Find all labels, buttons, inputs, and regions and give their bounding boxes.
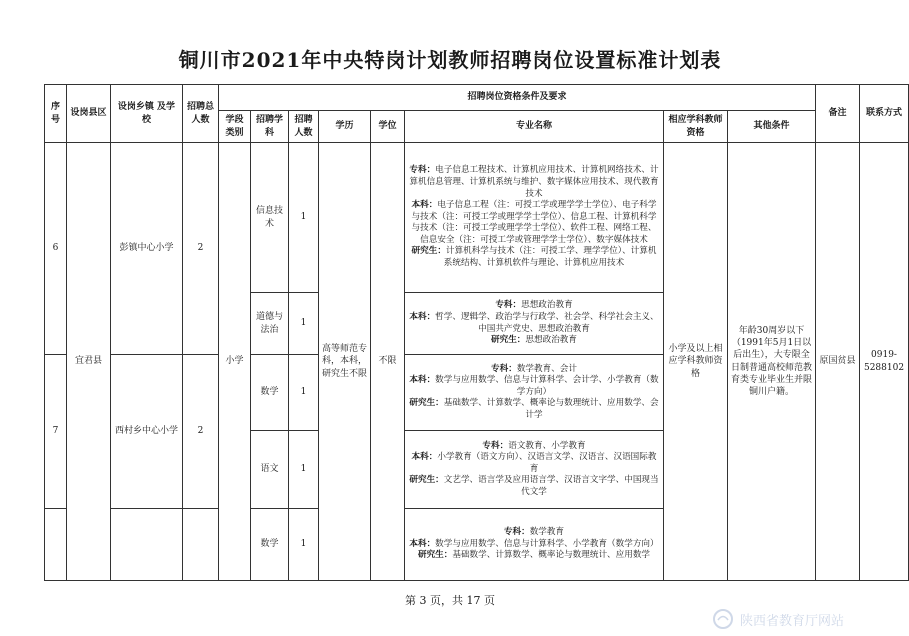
subject-cell: 道德与法治: [251, 293, 289, 355]
total-cell: 2: [183, 143, 219, 355]
other-cell: 年龄30周岁以下（1991年5月1日以后出生），大专限全日制普通高校师范教育类专业毕业生并限铜川户籍。: [728, 143, 816, 581]
total-cell: 2: [183, 355, 219, 509]
header-county: 设岗县区: [67, 85, 111, 143]
major-cell: 专科：语文教育、小学教育 本科：小学教育（语文方向）、汉语言文学、汉语言、汉语国际教育 研究生：文艺学、语言学及应用语言学、汉语言文字学、中国现当代文学: [405, 431, 664, 509]
major-cell: 专科：思想政治教育 本科：哲学、逻辑学、政治学与行政学、社会学、科学社会主义、中国共产党史、思想政治教育 研究生：思想政治教育: [405, 293, 664, 355]
header-subject: 招聘学科: [251, 111, 289, 143]
header-total: 招聘总人数: [183, 85, 219, 143]
county-cell: 宜君县: [67, 143, 111, 581]
education-cell: 高等师范专科，本科，研究生不限: [319, 143, 371, 581]
degree-cell: 不限: [371, 143, 405, 581]
school-cell: [111, 509, 183, 581]
header-count: 招聘人数: [289, 111, 319, 143]
major-cell: 专科：数学教育、会计 本科：数学与应用数学、信息与计算科学、会计学、小学教育（数学方向） 研究生：基础数学、计算数学、概率论与数理统计、应用数学、会计学: [405, 355, 664, 431]
table-row: [45, 143, 909, 293]
watermark-text: 陕西省教育厅网站: [740, 613, 845, 629]
remark-cell: 原国贫县: [816, 143, 860, 581]
header-conditions-group: 招聘岗位资格条件及要求: [219, 85, 816, 111]
school-cell: 西村乡中心小学: [111, 355, 183, 509]
subject-cell: 数学: [251, 509, 289, 581]
header-school: 设岗乡镇 及学校: [111, 85, 183, 143]
header-education: 学历: [319, 111, 371, 143]
header-seq: 序号: [45, 85, 67, 143]
header-major: 专业名称: [405, 111, 664, 143]
total-cell: [183, 509, 219, 581]
header-contact: 联系方式: [860, 85, 909, 143]
count-cell: 1: [289, 355, 319, 431]
seq-cell: [45, 509, 67, 581]
header-stage: 学段类别: [219, 111, 251, 143]
stage-cell: 小学: [219, 143, 251, 581]
subject-cell: 语文: [251, 431, 289, 509]
seq-cell: 6: [45, 143, 67, 355]
count-cell: 1: [289, 431, 319, 509]
subject-cell: 信息技术: [251, 143, 289, 293]
cert-cell: 小学及以上相应学科教师资格: [664, 143, 728, 581]
page-footer: 第 3 页，共 17 页: [405, 594, 495, 607]
header-cert: 相应学科教师资格: [664, 111, 728, 143]
seq-cell: 7: [45, 355, 67, 509]
header-remark: 备注: [816, 85, 860, 143]
header-degree: 学位: [371, 111, 405, 143]
count-cell: 1: [289, 143, 319, 293]
major-cell: 专科：数学教育 本科：数学与应用数学、信息与计算科学、小学教育（数学方向） 研究生：基础数学、计算数学、概率论与数理统计、应用数学: [405, 509, 664, 581]
major-cell: 专科：电子信息工程技术、计算机应用技术、计算机网络技术、计算机信息管理、计算机系统与维护、数字媒体应用技术、现代教育技术 本科：电子信息工程（注：可授工学或理学学士学位）、电子科学与技术（注：可授工学或理学学士学位）、信息工程、计算机科学与技术（注：可授工学或理学学士学位）、软件工程、网络工程、信息安全（注：可授工学或管理学学士学位）、数字媒体技术 研究生：计算机科学与技术（注：可授工学、理学学位）、计算机系统结构、计算机软件与理论、计算机应用技术: [405, 143, 664, 293]
page-title: 铜川市2021年中央特岗计划教师招聘岗位设置标准计划表: [178, 48, 722, 72]
site-watermark: [712, 606, 897, 632]
watermark-emblem-icon: [712, 608, 734, 630]
school-cell: 彭镇中心小学: [111, 143, 183, 355]
count-cell: 1: [289, 293, 319, 355]
contact-cell: 0919-5288102: [860, 143, 909, 581]
count-cell: 1: [289, 509, 319, 581]
header-other: 其他条件: [728, 111, 816, 143]
subject-cell: 数学: [251, 355, 289, 431]
recruitment-plan-table: [44, 84, 909, 581]
